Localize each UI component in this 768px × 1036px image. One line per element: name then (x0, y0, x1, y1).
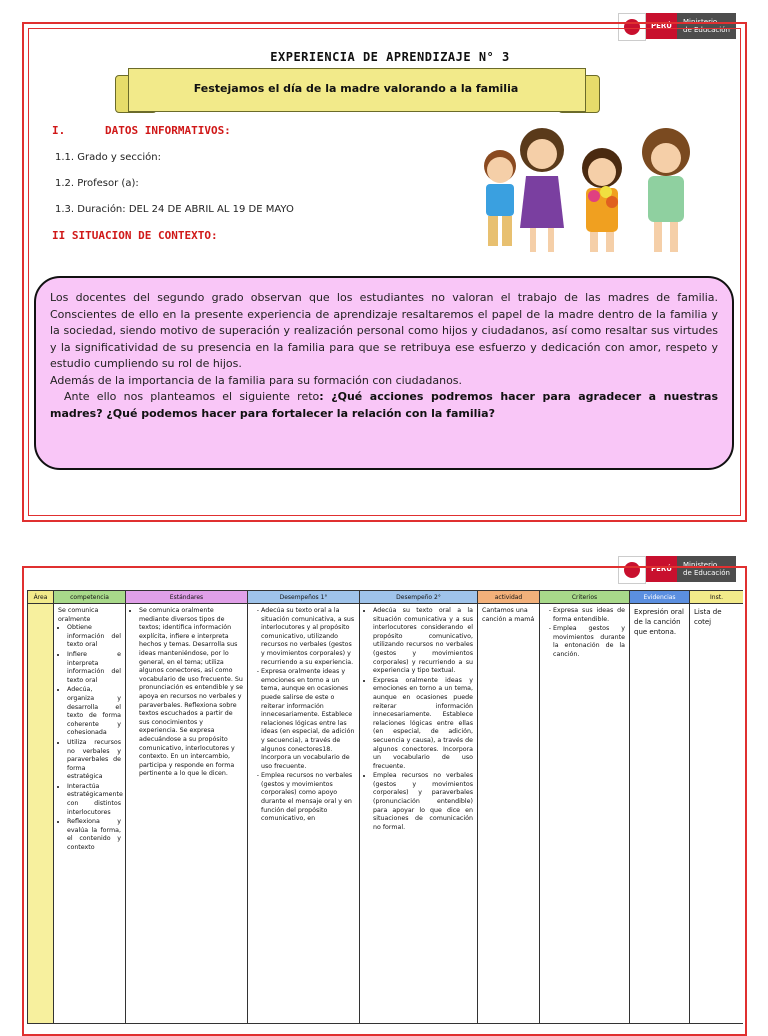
info-duracion: 1.3. Duración: DEL 24 DE ABRIL AL 19 DE MAYO (55, 204, 294, 215)
challenge-question: : ¿Qué acciones podremos hacer para agradecer a nuestras madres? ¿Qué podemos hacer para fortalecer la relación con la familia? (50, 390, 718, 420)
cell-actividad: Cantamos una canción a mamá (478, 604, 540, 1024)
cell-competencia (54, 604, 126, 1024)
desempeno2-item: • Emplea recursos no verbales (gestos y movimientos corporales) y paraverbales (pronunciación entendible) para apoyar lo que dice en situaciones de comunicación no formal. (373, 772, 473, 832)
cell-desempeno-2 (360, 604, 478, 1024)
criterio-item: - Emplea gestos y movimientos durante la entonación de la canción. (553, 625, 625, 659)
competencia-item: • Utiliza recursos no verbales y paraverbales de forma estratégica (67, 739, 121, 782)
desempeno1-item: - Emplea recursos no verbales (gestos y movimientos corporales) como apoyo durante el mensaje oral y en función del propósito comunicativo, en (261, 772, 355, 824)
page-subtitle: Festejamos el día de la madre valorando a la familia (193, 82, 519, 95)
th-estandares: Estándares (126, 591, 248, 604)
info-grado: 1.1. Grado y sección: (55, 152, 161, 163)
th-evidencias: Evidencias (630, 591, 690, 604)
context-box (34, 276, 734, 470)
estandar-text: • Se comunica oralmente mediante diversos tipos de textos; identifica información explícita, infiere e interpreta hechos y temas. Desarrolla sus ideas manteniéndose, por lo general, en el tema; utiliza algunos conectores, así como vocabulario de uso frecuente. Su pronunciación es entendible y se apoya en recursos no verbales y paraverbales. Reflexiona sobre textos escuchados a partir de sus conocimientos y experiencia. Se expresa adecuándose a su propósito comunicativo, interlocutores y contexto. En un intercambio, participa y responde en forma pertinente a lo que le dicen. (139, 607, 243, 779)
th-instrumento: Inst. (690, 591, 744, 604)
cell-estandares (126, 604, 248, 1024)
cell-evidencias: Expresión oral de la canción que entona. (630, 604, 690, 1024)
competencia-item: • Infiere e interpreta información del texto oral (67, 651, 121, 685)
challenge-intro: Ante ello nos planteamos el siguiente reto (64, 390, 320, 403)
desempeno1-item: - Expresa oralmente ideas y emociones en torno a un tema, aunque en ocasiones puede salirse de este o reiterar información innecesariamente. Establece relaciones lógicas entre las ideas (en especial, de adición y secuencia), a través de algunos conectores18. Incorpora un vocabulario de uso frecuente. (261, 668, 355, 771)
th-desempeno-2: Desempeño 2° (360, 591, 478, 604)
logo-ministry-2: Ministerio de Educación (677, 556, 736, 582)
th-criterios: Criterios (540, 591, 630, 604)
table-row (28, 604, 744, 1024)
context-paragraph: Los docentes del segundo grado observan que los estudiantes no valoran el trabajo de las madres de familia. Conscientes de ello en la presente experiencia de aprendizaje resaltaremos el papel de la madre dentro de la familia y la sociedad, siendo motivo de superación y realización personal como hijos y ciudadanos, así como resaltar sus virtudes y la significatividad de su presencia en la familia para que se retribuya ese esfuerzo y dedicación con amor, respeto y estudio cumpliendo su rol de hijos. (50, 291, 718, 370)
th-actividad: actividad (478, 591, 540, 604)
desempeno1-item: - Adecúa su texto oral a la situación comunicativa, a sus interlocutores y al propósito comunicativo, utilizando recursos no verbales (gestos y movimientos corporales) y recurriendo a su experiencia. (261, 607, 355, 667)
logo-country-2: PERÚ (646, 556, 677, 582)
context-paragraph-2: Además de la importancia de la familia para su formación con ciudadanos. (50, 373, 463, 387)
planning-table (27, 590, 743, 1024)
th-desempenos-1: Desempeños 1° (248, 591, 360, 604)
competencia-item: • Interactúa estratégicamente con distintos interlocutores (67, 783, 121, 817)
family-children-illustration (470, 118, 710, 258)
info-profesor: 1.2. Profesor (a): (55, 178, 139, 189)
th-competencia: competencia (54, 591, 126, 604)
desempeno2-item: • Expresa oralmente ideas y emociones en torno a un tema, aunque en ocasiones puede reiterar información innecesariamente. Establece relaciones lógicas entre ellas (en especial, de adición, secuencia y causa), a través de algunos conectores. Incorpora un vocabulario de uso frecuente. (373, 677, 473, 772)
table-header-row (28, 591, 744, 604)
cell-instrumento: Lista de cotej (690, 604, 744, 1024)
competencia-item: • Adecúa, organiza y desarrolla el texto de forma coherente y cohesionada (67, 686, 121, 738)
logo-ministry: Ministerio de Educación (677, 13, 736, 39)
competencia-item: • Obtiene información del texto oral (67, 624, 121, 650)
competencia-intro: Se comunica oralmente (58, 607, 99, 623)
desempeno2-item: • Adecúa su texto oral a la situación comunicativa y a sus interlocutores considerando el propósito comunicativo, utilizando recursos no verbales (gestos y movimientos corporales) y recurriendo a su experiencia y tipo textual. (373, 607, 473, 676)
cell-criterios (540, 604, 630, 1024)
section-datos-title: I. DATOS INFORMATIVOS: (52, 124, 231, 137)
cell-area (28, 604, 54, 1024)
th-area: Área (28, 591, 54, 604)
section-contexto-title: II SITUACION DE CONTEXTO: (52, 229, 218, 242)
competencia-item: • Reflexiona y evalúa la forma, el contenido y contexto (67, 818, 121, 852)
cell-desempenos-1 (248, 604, 360, 1024)
planning-table-wrap (27, 590, 743, 1024)
criterio-item: - Expresa sus ideas de forma entendible. (553, 607, 625, 624)
logo-country: PERÚ (646, 13, 677, 39)
page-title: EXPERIENCIA DE APRENDIZAJE N° 3 (270, 50, 510, 64)
